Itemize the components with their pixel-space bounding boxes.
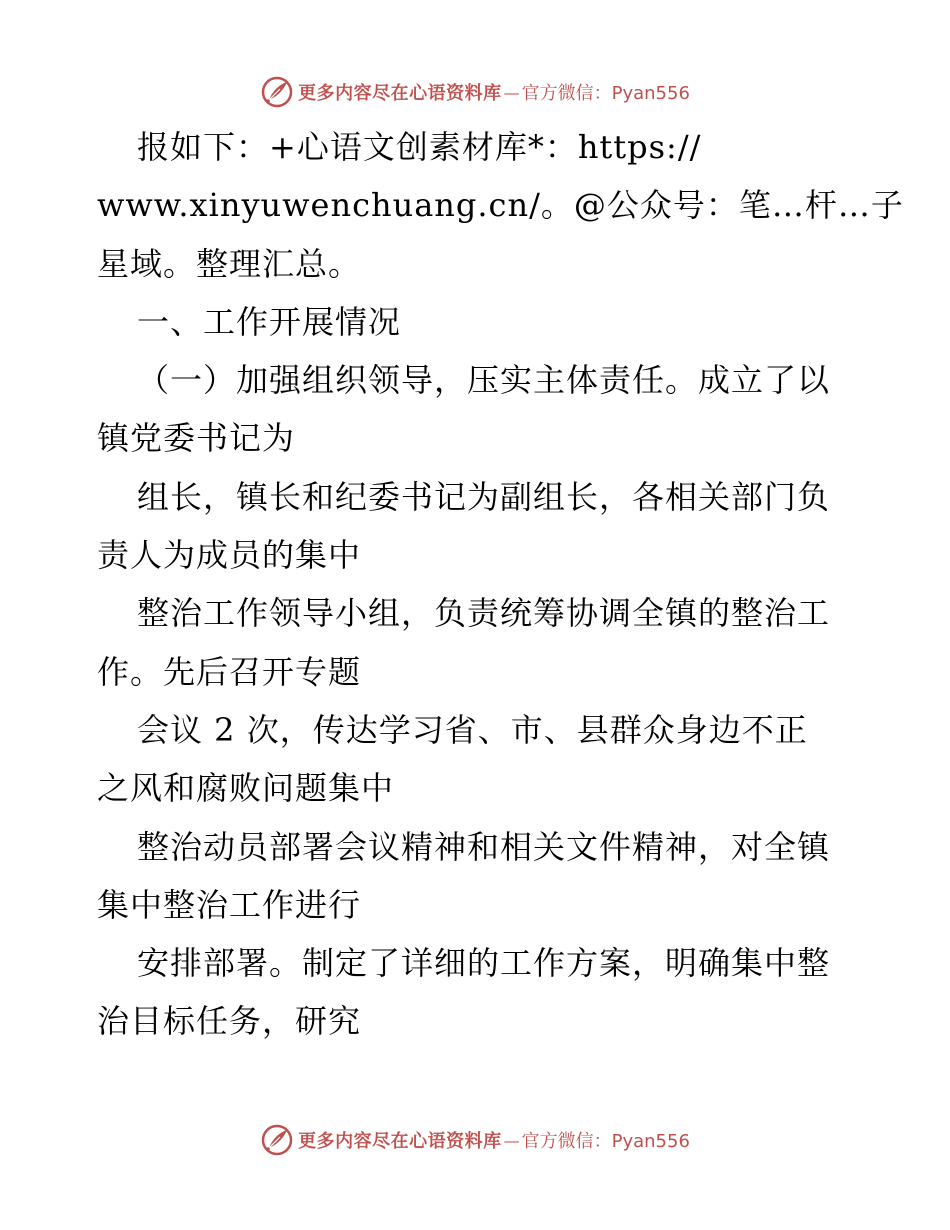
banner-site-text: 更多内容尽在心语资料库 bbox=[298, 83, 502, 104]
body-line-11: 会议 2 次，传达学习省、市、县群众身边不正 bbox=[137, 710, 808, 749]
body-line-6: 镇党委书记为 bbox=[97, 419, 296, 458]
document-body bbox=[97, 118, 904, 1051]
body-line-2: www.xinyuwenchuang.cn/。@公众号：笔…杆…子 bbox=[97, 186, 904, 225]
banner-site-text: 更多内容尽在心语资料库 bbox=[298, 1131, 502, 1152]
body-line-16: 治目标任务，研究 bbox=[97, 1002, 362, 1041]
body-line-15: 安排部署。制定了详细的工作方案，明确集中整 bbox=[137, 944, 831, 983]
body-line-3: 星域。整理汇总。 bbox=[97, 244, 362, 283]
body-line-14: 集中整治工作进行 bbox=[97, 885, 362, 924]
section-heading: 一、工作开展情况 bbox=[137, 302, 402, 341]
feather-pen-logo-icon bbox=[260, 75, 294, 109]
body-line-1: 报如下：+心语文创素材库*：https:// bbox=[137, 128, 702, 166]
body-line-12: 之风和腐败问题集中 bbox=[97, 769, 395, 808]
footer-banner bbox=[0, 1120, 950, 1160]
body-line-13: 整治动员部署会议精神和相关文件精神，对全镇 bbox=[137, 827, 831, 866]
banner-separator: — bbox=[503, 1130, 520, 1150]
feather-pen-logo-icon bbox=[260, 1123, 294, 1157]
banner-contact-text: 官方微信：Pyan556 bbox=[521, 1131, 690, 1152]
body-line-10: 作。先后召开专题 bbox=[97, 652, 362, 691]
banner-separator: — bbox=[503, 82, 520, 102]
body-line-5: （一）加强组织领导，压实主体责任。成立了以 bbox=[137, 361, 831, 400]
header-banner bbox=[0, 72, 950, 112]
body-line-8: 责人为成员的集中 bbox=[97, 536, 362, 575]
banner-contact-text: 官方微信：Pyan556 bbox=[521, 83, 690, 104]
body-line-7: 组长，镇长和纪委书记为副组长，各相关部门负 bbox=[137, 477, 831, 516]
body-line-9: 整治工作领导小组，负责统筹协调全镇的整治工 bbox=[137, 594, 831, 633]
